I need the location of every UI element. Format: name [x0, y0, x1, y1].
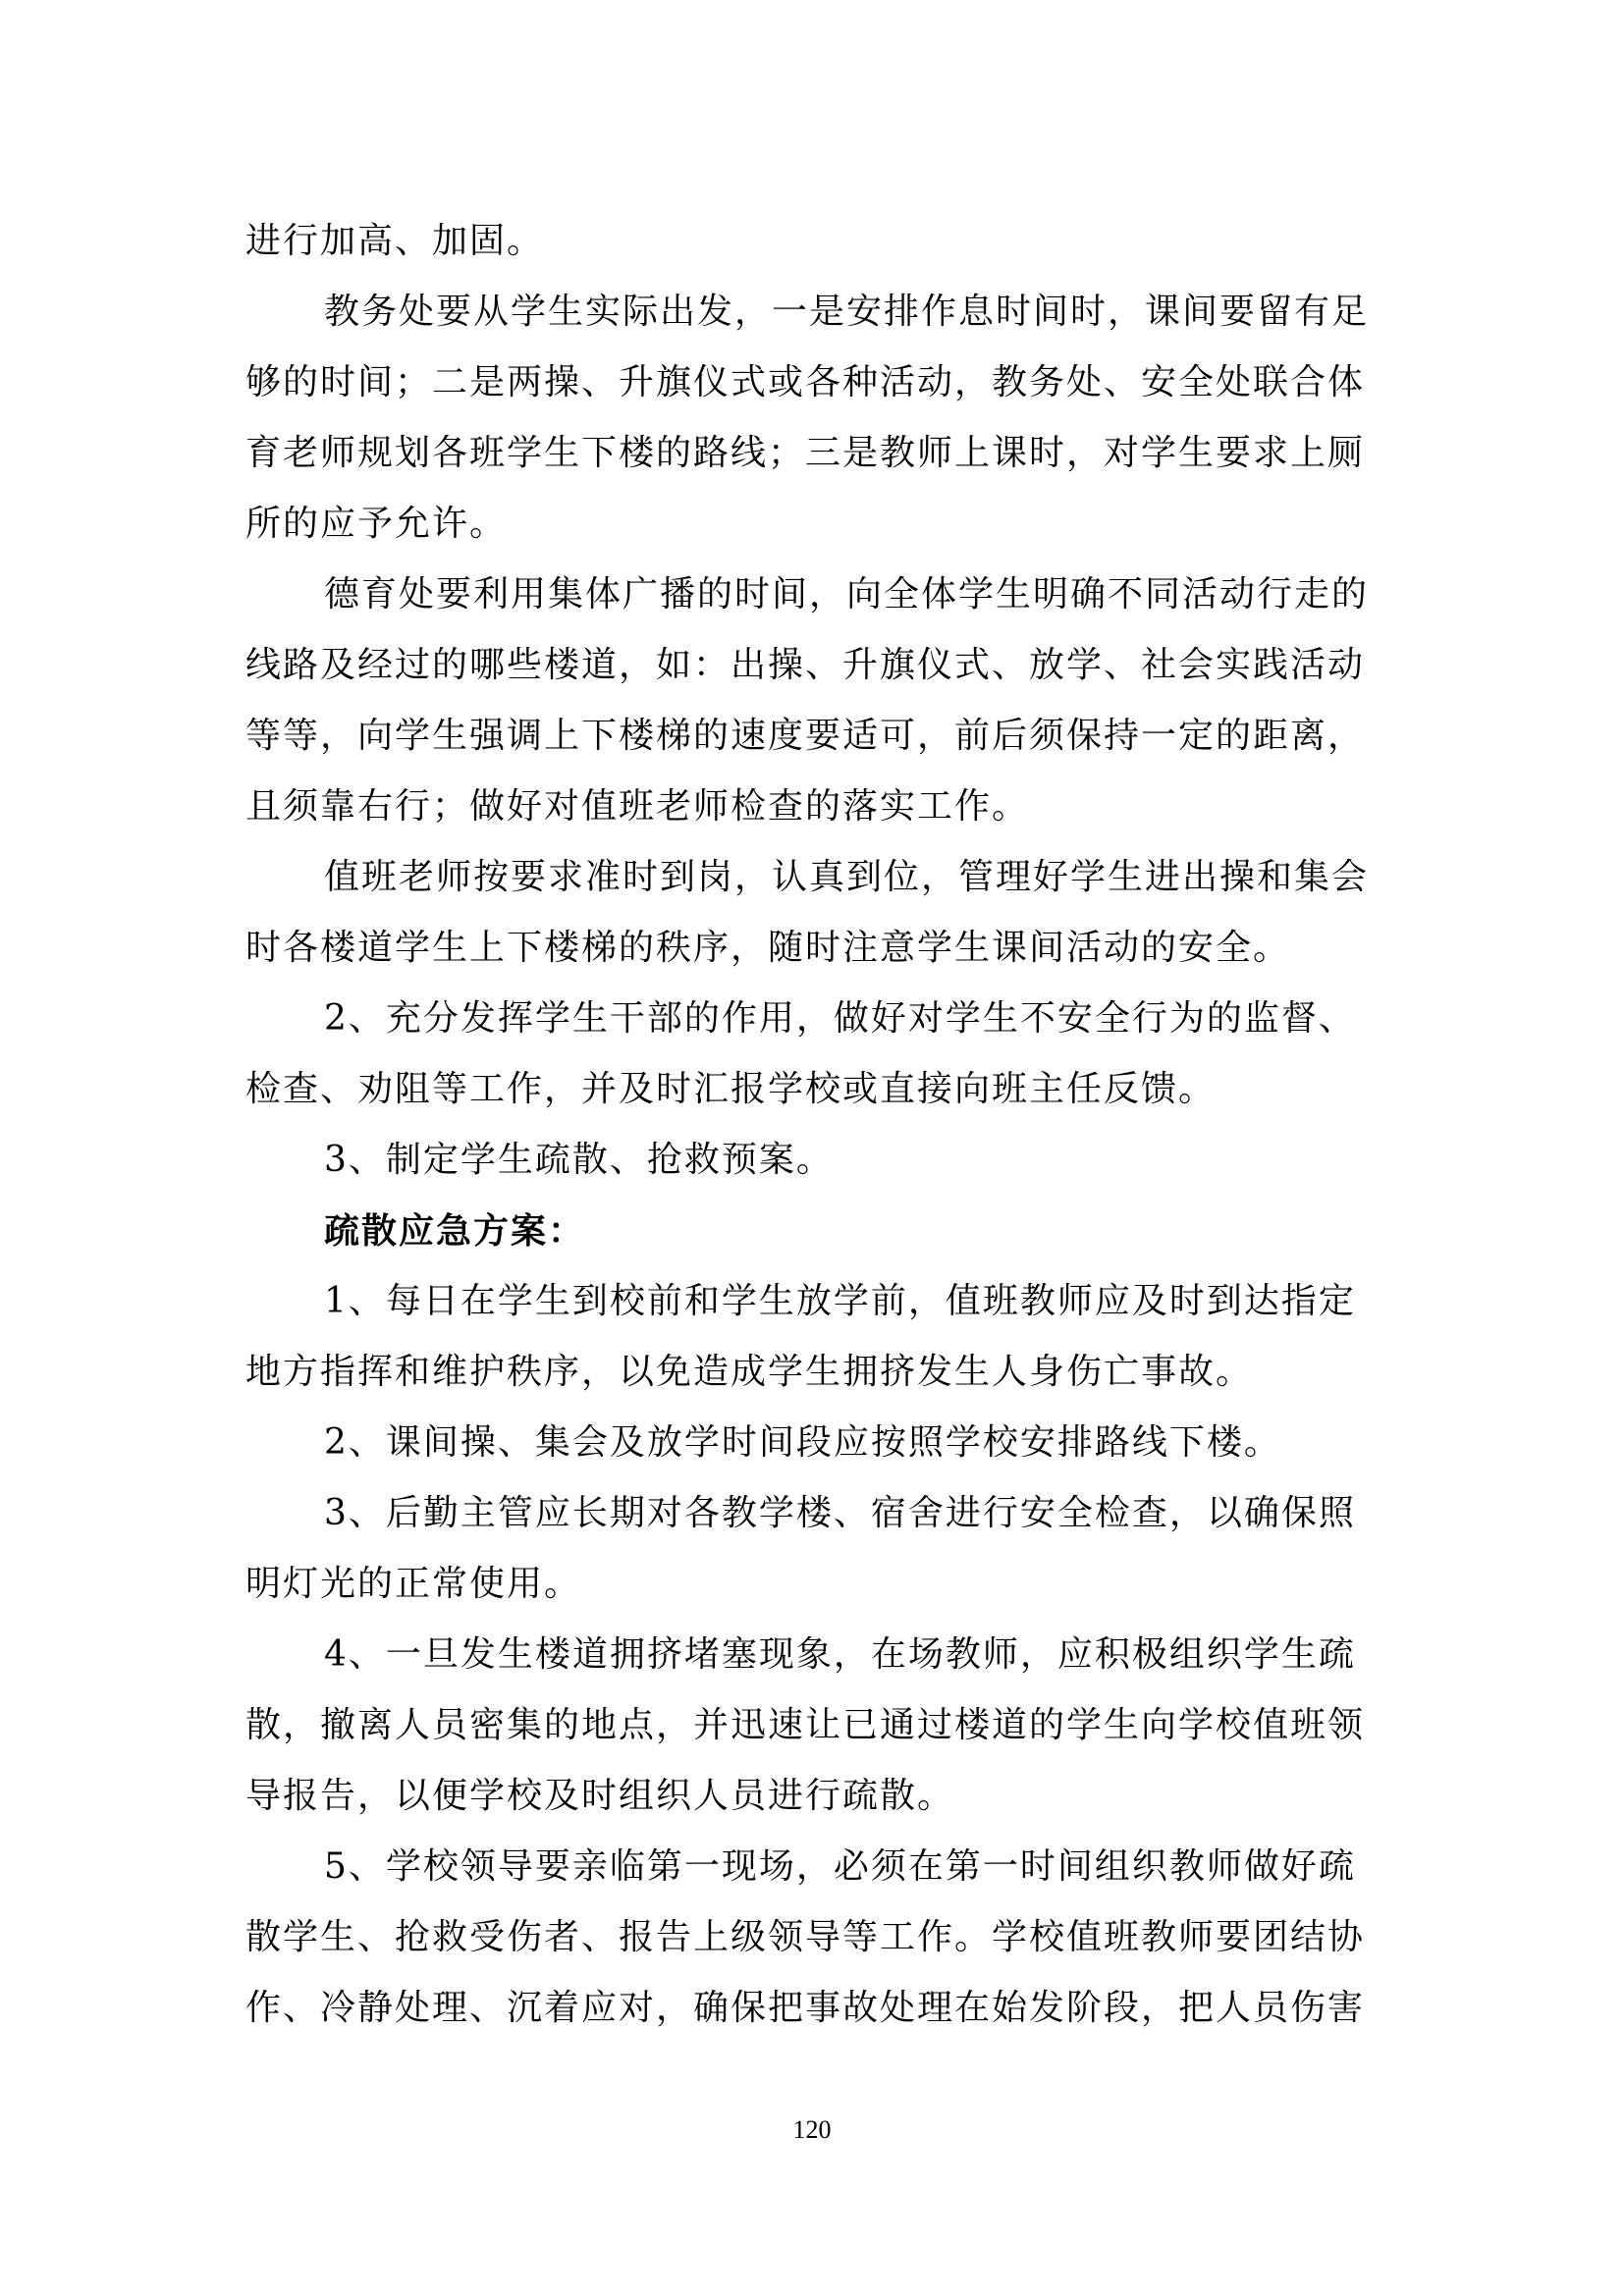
- text-line: 3、后勤主管应长期对各教学楼、宿舍进行安全检查，以确保照: [324, 1493, 1356, 1533]
- text-line: 2、充分发挥学生干部的作用，做好对学生不安全行为的监督、: [324, 998, 1356, 1039]
- text-line: 3、制定学生疏散、抢救预案。: [324, 1140, 834, 1180]
- text-line: 育老师规划各班学生下楼的路线；三是教师上课时，对学生要求上厕: [245, 433, 1366, 473]
- text-line: 德育处要利用集体广播的时间，向全体学生明确不同活动行走的: [324, 574, 1370, 614]
- text-line: 2、课间操、集会及放学时间段应按照学校安排路线下楼。: [324, 1422, 1281, 1463]
- text-line: 1、每日在学生到校前和学生放学前，值班教师应及时到达指定: [324, 1281, 1356, 1321]
- text-line: 散学生、抢救受伤者、报告上级领导等工作。学校值班教师要团结协: [245, 1917, 1366, 1957]
- text-line: 明灯光的正常使用。: [245, 1564, 582, 1604]
- text-line: 作、冷静处理、沉着应对，确保把事故处理在始发阶段，把人员伤害: [245, 1988, 1366, 2028]
- text-line: 够的时间；二是两操、升旗仪式或各种活动，教务处、安全处联合体: [245, 362, 1366, 402]
- section-heading: 疏散应急方案：: [324, 1210, 586, 1252]
- text-line: 散，撤离人员密集的地点，并迅速让已通过楼道的学生向学校值班领: [245, 1705, 1366, 1745]
- text-line: 5、学校领导要亲临第一现场，必须在第一时间组织教师做好疏: [324, 1846, 1356, 1887]
- text-line: 线路及经过的哪些楼道，如：出操、升旗仪式、放学、社会实践活动: [245, 645, 1366, 685]
- text-line: 教务处要从学生实际出发，一是安排作息时间时，课间要留有足: [324, 292, 1370, 332]
- text-line: 等等，向学生强调上下楼梯的速度要适可，前后须保持一定的距离，: [245, 716, 1366, 756]
- text-line: 进行加高、加固。: [245, 221, 545, 261]
- text-line: 时各楼道学生上下楼梯的秩序，随时注意学生课间活动的安全。: [245, 928, 1291, 968]
- text-line: 导报告，以便学校及时组织人员进行疏散。: [245, 1776, 955, 1816]
- text-line: 且须靠右行；做好对值班老师检查的落实工作。: [245, 786, 1030, 827]
- text-line: 检查、劝阻等工作，并及时汇报学校或直接向班主任反馈。: [245, 1069, 1217, 1109]
- text-line: 4、一旦发生楼道拥挤堵塞现象，在场教师，应积极组织学生疏: [324, 1634, 1356, 1675]
- text-line: 地方指挥和维护秩序，以免造成学生拥挤发生人身伤亡事故。: [245, 1352, 1254, 1392]
- text-line: 值班老师按要求准时到岗，认真到位，管理好学生进出操和集会: [324, 857, 1370, 897]
- text-line: 所的应予允许。: [245, 504, 508, 544]
- page-number: 120: [792, 2115, 832, 2144]
- body-text: [245, 206, 1384, 2044]
